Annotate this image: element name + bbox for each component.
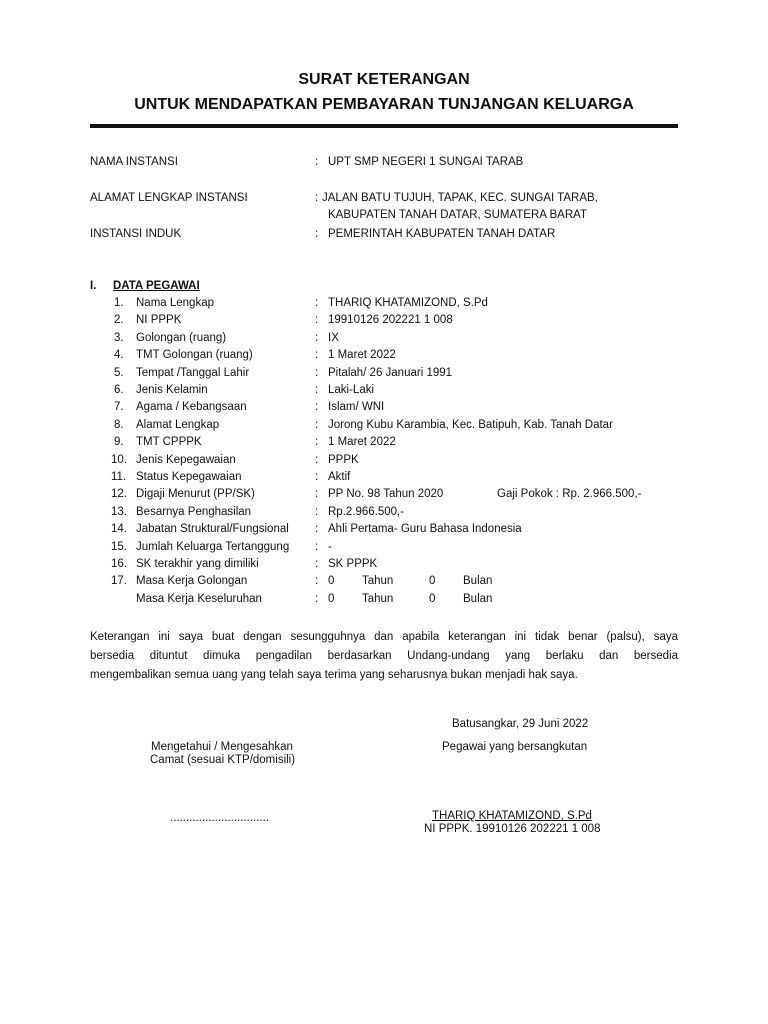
employee-field-row	[0, 454, 768, 472]
employee-signatory-id: NI PPPK. 19910126 202221 1 008	[424, 823, 601, 835]
field-value: SK PPPK	[328, 558, 378, 570]
tenure-years-unit: Tahun	[362, 575, 394, 588]
field-number: 16.	[111, 558, 127, 570]
tenure-years-unit: Tahun	[362, 592, 394, 605]
field-value: IX	[328, 331, 339, 344]
field-colon: :	[315, 471, 319, 483]
employee-field-row	[0, 488, 768, 506]
field-label: Tempat /Tanggal Lahir	[136, 366, 250, 379]
field-number: 13.	[111, 505, 127, 518]
field-colon: :	[315, 297, 319, 309]
field-colon: :	[315, 505, 319, 518]
field-value: 1 Maret 2022	[328, 436, 396, 449]
institution-name-colon: :	[315, 156, 319, 168]
field-colon: :	[315, 558, 319, 570]
approver-signature-line: ...............................	[170, 812, 270, 824]
field-colon: :	[315, 575, 319, 588]
field-number: 11.	[111, 471, 127, 483]
field-label: TMT Golongan (ruang)	[136, 349, 253, 362]
tenure-row	[0, 575, 768, 593]
field-label: Golongan (ruang)	[136, 331, 227, 344]
field-colon: :	[315, 540, 319, 553]
section-title: DATA PEGAWAI	[113, 280, 200, 292]
field-colon: :	[315, 366, 319, 379]
statement-line-2: bersedia dituntut dimuka pengadilan berdasarkan Undang-undang yang berlaku dan bersedia	[90, 650, 678, 662]
field-colon: :	[315, 523, 319, 536]
tenure-years: 0	[328, 592, 335, 605]
field-number: 7.	[114, 401, 124, 414]
field-colon: :	[315, 314, 319, 327]
field-value: Pitalah/ 26 Januari 1991	[328, 366, 453, 379]
field-label: Digaji Menurut (PP/SK)	[136, 488, 255, 501]
field-label: SK terakhir yang dimiliki	[136, 558, 259, 570]
field-label: Masa Kerja Golongan	[136, 575, 248, 588]
approver-title: Mengetahui / Mengesahkan	[151, 741, 293, 753]
employee-field-row	[0, 436, 768, 454]
field-number: 9.	[114, 436, 124, 449]
field-label: Jenis Kelamin	[136, 384, 208, 396]
base-salary-value: Gaji Pokok : Rp. 2.966.500,-	[497, 488, 642, 501]
field-colon: :	[315, 488, 319, 501]
field-number: 17.	[111, 575, 127, 588]
field-label: Masa Kerja Keseluruhan	[136, 592, 262, 605]
approver-subtitle: Camat (sesuai KTP/domisili)	[150, 754, 296, 766]
tenure-row	[0, 593, 768, 611]
field-value: Rp.2.966.500,-	[328, 505, 405, 518]
institution-address-colon: :	[315, 192, 319, 204]
statement-paragraph	[90, 628, 678, 685]
field-colon: :	[315, 592, 319, 605]
parent-institution-value: PEMERINTAH KABUPATEN TANAH DATAR	[328, 228, 556, 240]
institution-name-label: NAMA INSTANSI	[90, 156, 178, 168]
institution-address-line2: KABUPATEN TANAH DATAR, SUMATERA BARAT	[328, 209, 588, 221]
institution-name-value: UPT SMP NEGERI 1 SUNGAI TARAB	[328, 156, 524, 168]
field-value: -	[328, 540, 332, 553]
field-label: Status Kepegawaian	[136, 471, 242, 483]
field-value: Jorong Kubu Karambia, Kec. Batipuh, Kab. Tanah Datar	[328, 418, 613, 431]
field-label: Alamat Lengkap	[136, 418, 220, 431]
field-number: 1.	[114, 297, 124, 309]
field-number: 12.	[111, 488, 127, 501]
field-colon: :	[315, 401, 319, 414]
employee-field-row	[0, 349, 768, 367]
institution-address-label: ALAMAT LENGKAP INSTANSI	[90, 192, 248, 204]
field-value: THARIQ KHATAMIZOND, S.Pd	[328, 297, 488, 309]
field-value: Aktif	[328, 471, 351, 483]
field-colon: :	[315, 349, 319, 362]
tenure-months: 0	[429, 592, 436, 605]
field-colon: :	[315, 418, 319, 431]
employee-field-row	[0, 471, 768, 489]
field-label: Jumlah Keluarga Tertanggung	[136, 540, 290, 553]
employee-field-row	[0, 314, 768, 332]
field-label: Nama Lengkap	[136, 297, 214, 309]
employee-field-row	[0, 419, 768, 437]
field-label: TMT CPPPK	[136, 436, 202, 449]
field-value: Islam/ WNI	[328, 401, 385, 414]
statement-line-3: mengembalikan semua uang yang telah saya terima yang seharusnya bukan menjadi hak saya.	[90, 669, 578, 681]
field-number: 8.	[114, 418, 124, 431]
tenure-months: 0	[429, 575, 436, 588]
field-colon: :	[315, 453, 319, 466]
statement-line-1: Keterangan ini saya buat dengan sesungguhnya dan apabila keterangan ini tidak benar (palsu), saya	[90, 631, 678, 643]
field-colon: :	[315, 436, 319, 449]
field-number: 10.	[111, 453, 127, 466]
employee-field-row	[0, 541, 768, 559]
field-value: 1 Maret 2022	[328, 349, 396, 362]
employee-field-row	[0, 558, 768, 576]
field-label: Besarnya Penghasilan	[136, 505, 252, 518]
field-number: 4.	[114, 349, 124, 362]
header-divider	[90, 124, 678, 128]
employee-field-row	[0, 401, 768, 419]
field-label: Jabatan Struktural/Fungsional	[136, 523, 289, 536]
employee-field-row	[0, 523, 768, 541]
institution-address-line1: JALAN BATU TUJUH, TAPAK, KEC. SUNGAI TARAB,	[322, 192, 598, 204]
field-label: NI PPPK	[136, 314, 182, 327]
field-value: PPPK	[328, 453, 359, 466]
field-colon: :	[315, 384, 319, 396]
field-number: 6.	[114, 384, 124, 396]
employee-field-row	[0, 367, 768, 385]
field-value: 19910126 202221 1 008	[328, 314, 453, 327]
employee-field-row	[0, 384, 768, 402]
place-date: Batusangkar, 29 Juni 2022	[452, 718, 589, 730]
employee-field-row	[0, 506, 768, 524]
document-title: SURAT KETERANGAN	[298, 71, 470, 88]
tenure-months-unit: Bulan	[463, 592, 493, 605]
field-label: Jenis Kepegawaian	[136, 453, 236, 466]
field-number: 5.	[114, 366, 124, 379]
employee-field-row	[0, 297, 768, 315]
section-number: I.	[90, 280, 97, 292]
employee-signatory-title: Pegawai yang bersangkutan	[442, 741, 588, 753]
parent-institution-label: INSTANSI INDUK	[90, 228, 182, 240]
field-value: PP No. 98 Tahun 2020	[328, 488, 444, 501]
field-colon: :	[315, 331, 319, 344]
field-label: Agama / Kebangsaan	[136, 401, 247, 414]
field-value: Ahli Pertama- Guru Bahasa Indonesia	[328, 523, 522, 536]
field-number: 2.	[114, 314, 124, 327]
tenure-years: 0	[328, 575, 335, 588]
parent-institution-colon: :	[315, 228, 319, 240]
field-number: 14.	[111, 523, 127, 536]
employee-signatory-name: THARIQ KHATAMIZOND, S.Pd	[432, 810, 592, 822]
field-value: Laki-Laki	[328, 384, 375, 396]
field-number: 3.	[114, 331, 124, 344]
tenure-months-unit: Bulan	[463, 575, 493, 588]
employee-field-row	[0, 332, 768, 350]
field-number: 15.	[111, 540, 127, 553]
document-subtitle: UNTUK MENDAPATKAN PEMBAYARAN TUNJANGAN KELUARGA	[134, 96, 634, 113]
